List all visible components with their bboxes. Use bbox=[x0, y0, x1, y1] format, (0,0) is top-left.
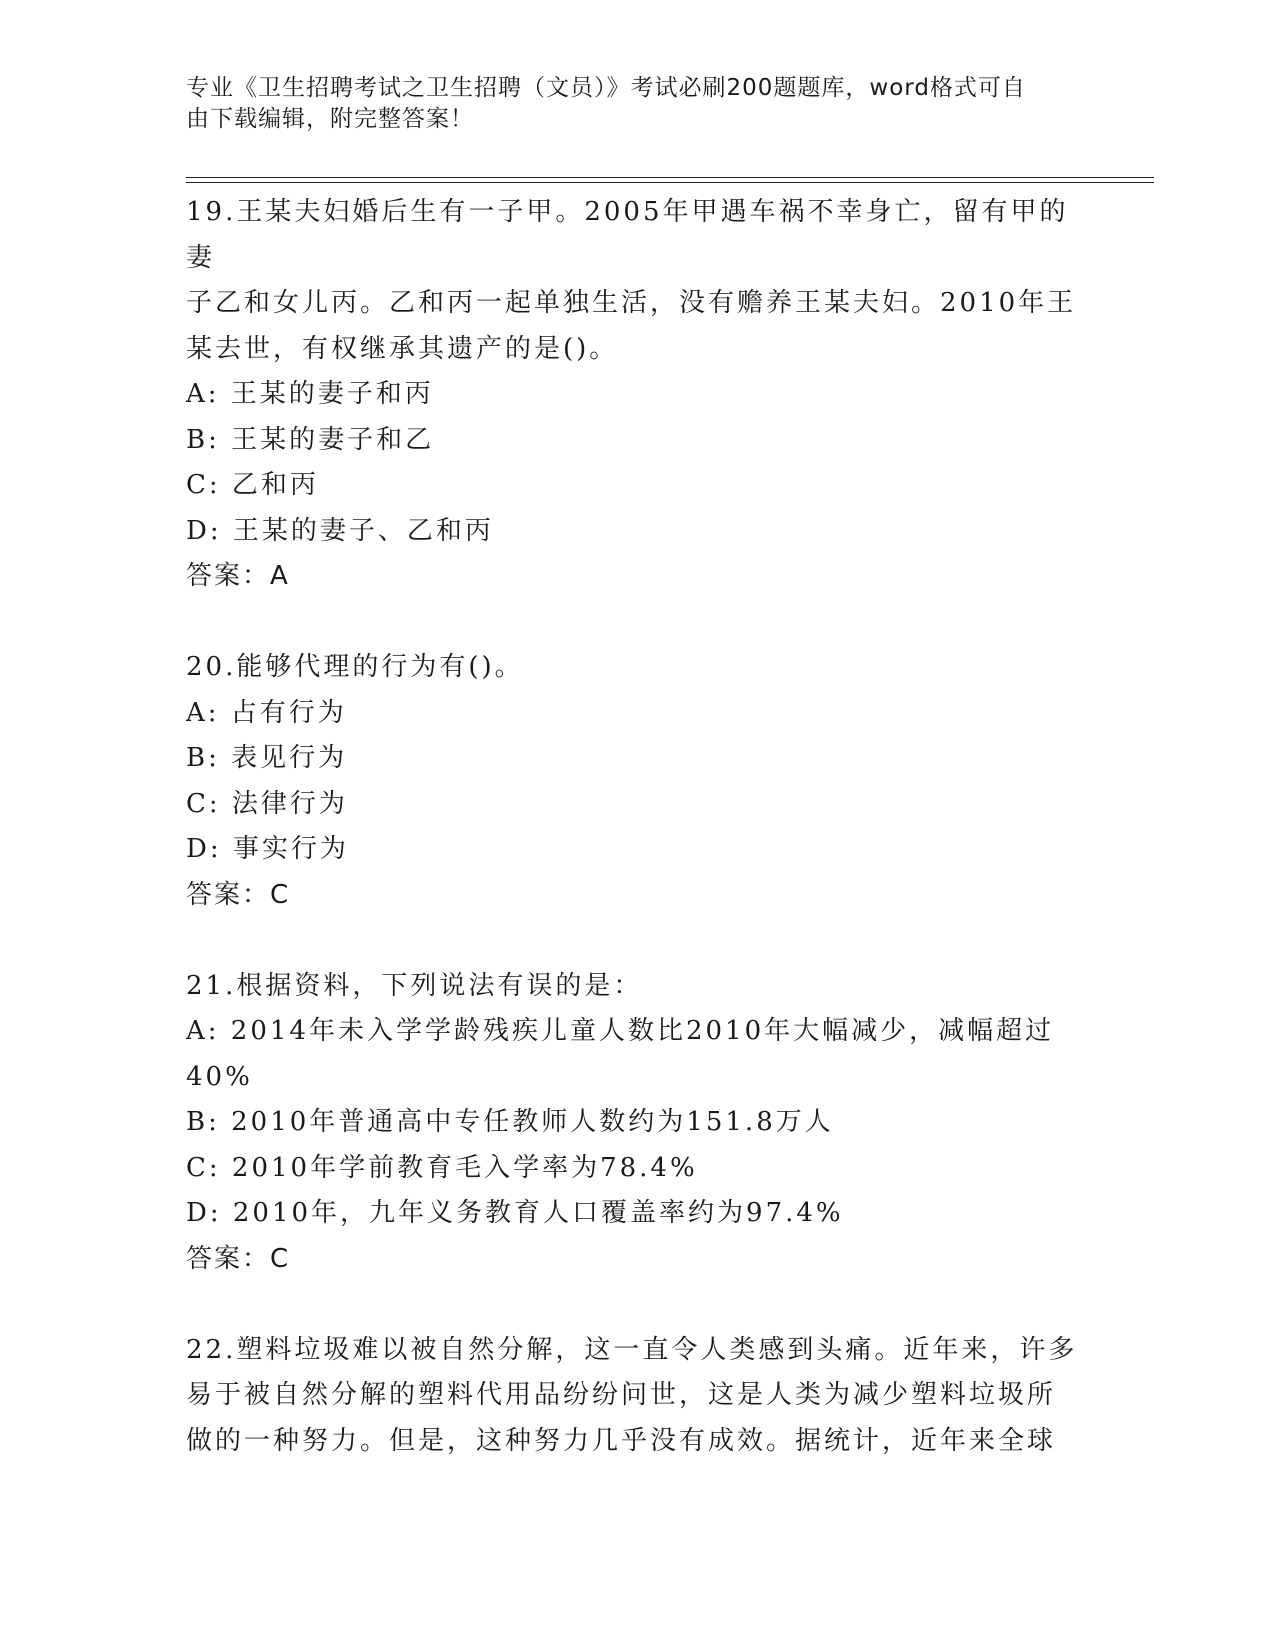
option-d: D: 王某的妻子、乙和丙 bbox=[186, 515, 494, 546]
question-text-line: 易于被自然分解的塑料代用品纷纷问世，这是人类为减少塑料垃圾所 bbox=[186, 1380, 1057, 1410]
spacer bbox=[186, 1282, 1086, 1328]
option-c: C: 2010年学前教育毛入学率为78.4% bbox=[186, 1152, 698, 1183]
document-header bbox=[186, 73, 1066, 135]
answer: 答案：C bbox=[186, 1243, 291, 1274]
header-divider-bottom bbox=[186, 182, 1154, 183]
header-line-2: 由下载编辑，附完整答案！ bbox=[186, 106, 474, 132]
question-list bbox=[186, 190, 1086, 1464]
option-c: C: 乙和丙 bbox=[186, 470, 319, 500]
question-text-line: 21.根据资料，下列说法有误的是： bbox=[186, 970, 643, 1001]
header-line-1: 专业《卫生招聘考试之卫生招聘（文员）》考试必刷200题题库，word格式可自 bbox=[186, 75, 1026, 101]
question-text-line: 子乙和女儿丙。乙和丙一起单独生活，没有赡养王某夫妇。2010年王 bbox=[186, 288, 1077, 318]
spacer bbox=[186, 918, 1086, 964]
option-d: D: 2010年，九年义务教育人口覆盖率约为97.4% bbox=[186, 1198, 844, 1228]
question-20 bbox=[186, 645, 1086, 918]
spacer bbox=[186, 600, 1086, 646]
option-a: A: 2014年未入学学龄残疾儿童人数比2010年大幅减少，减幅超过 bbox=[186, 1016, 1055, 1046]
question-text-line: 做的一种努力。但是，这种努力几乎没有成效。据统计，近年来全球 bbox=[186, 1425, 1057, 1456]
option-b: B: 王某的妻子和乙 bbox=[186, 424, 435, 455]
question-22 bbox=[186, 1328, 1086, 1465]
answer: 答案：A bbox=[186, 561, 290, 591]
option-a: A: 王某的妻子和丙 bbox=[186, 379, 434, 409]
question-text-line: 20.能够代理的行为有()。 bbox=[186, 652, 524, 682]
question-19 bbox=[186, 190, 1086, 600]
option-d: D: 事实行为 bbox=[186, 834, 349, 864]
option-c: C: 法律行为 bbox=[186, 788, 348, 819]
option-b: B: 表见行为 bbox=[186, 743, 348, 773]
question-text-line: 22.塑料垃圾难以被自然分解，这一直令人类感到头痛。近年来，许多 bbox=[186, 1334, 1078, 1365]
option-b: B: 2010年普通高中专任教师人数约为151.8万人 bbox=[186, 1107, 834, 1137]
answer: 答案：C bbox=[186, 879, 291, 910]
option-a-continued: 40% bbox=[186, 1061, 253, 1092]
option-a: A: 占有行为 bbox=[186, 697, 347, 728]
question-21 bbox=[186, 964, 1086, 1283]
question-text-line: 19.王某夫妇婚后生有一子甲。2005年甲遇车祸不幸身亡，留有甲的妻 bbox=[186, 197, 1069, 273]
header-divider-top bbox=[186, 177, 1154, 178]
question-text-line: 某去世，有权继承其遗产的是()。 bbox=[186, 333, 619, 364]
